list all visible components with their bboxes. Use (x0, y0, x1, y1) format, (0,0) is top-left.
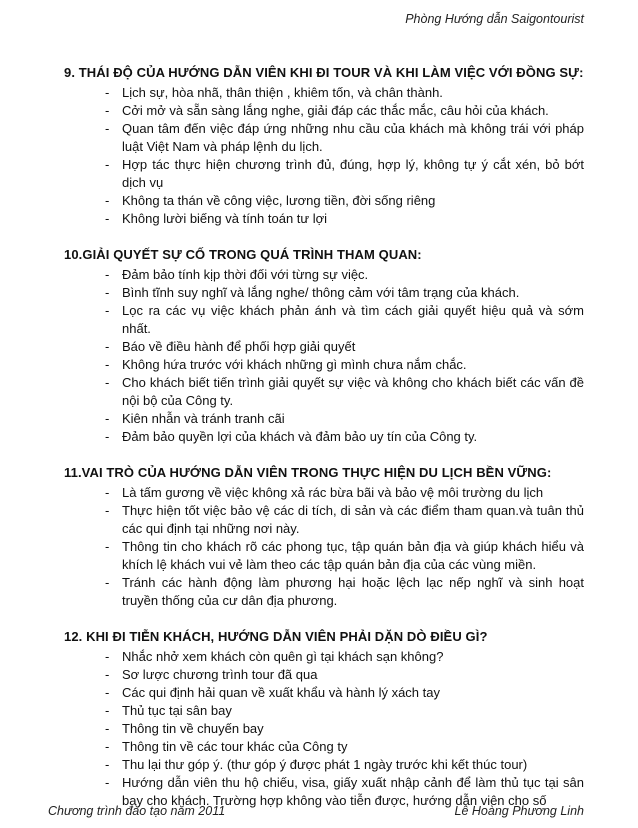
list-item: - Đảm bảo quyền lợi của khách và đảm bảo uy tín của Công ty. (64, 428, 584, 446)
footer-program: Chương trình đào tạo năm 2011 (48, 804, 226, 818)
list-item: - Thông tin cho khách rõ các phong tục, tập quán bản địa và giúp khách hiểu và khích lệ khách vui vẻ làm theo các tập quán bản địa của các vùng miền. (64, 538, 584, 574)
list-item: - Cởi mở và sẵn sàng lắng nghe, giải đáp các thắc mắc, câu hỏi của khách. (64, 102, 584, 120)
list-item: - Quan tâm đến việc đáp ứng những nhu cầu của khách mà không trái với pháp luật Việt Nam và pháp lệnh du lịch. (64, 120, 584, 156)
section-title: 12. KHI ĐI TIỄN KHÁCH, HƯỚNG DẪN VIÊN PHẢI DẶN DÒ ĐIỀU GÌ? (64, 629, 488, 644)
section-title: 11.VAI TRÒ CỦA HƯỚNG DẪN VIÊN TRONG THỰC HIỆN DU LỊCH BỀN VỮNG: (64, 465, 552, 480)
list-item: - Đảm bảo tính kịp thời đối với từng sự việc. (64, 266, 584, 284)
list-item: - Kiên nhẫn và tránh tranh cãi (64, 410, 584, 428)
section-11 (64, 464, 584, 610)
section-title: 9. THÁI ĐỘ CỦA HƯỚNG DẪN VIÊN KHI ĐI TOUR VÀ KHI LÀM VIỆC VỚI ĐỒNG SỰ: (64, 65, 584, 80)
list-item: - Lịch sự, hòa nhã, thân thiện , khiêm tốn, và chân thành. (64, 84, 584, 102)
list-item: - Nhắc nhở xem khách còn quên gì tại khách sạn không? (64, 648, 584, 666)
list-item: - Các qui định hải quan về xuất khẩu và hành lý xách tay (64, 684, 584, 702)
list-item: - Cho khách biết tiến trình giải quyết sự việc và không cho khách biết các vấn đề nội bộ của Công ty. (64, 374, 584, 410)
list-item: - Thông tin về chuyến bay (64, 720, 584, 738)
bullet-list (64, 84, 584, 228)
list-item: - Thủ tục tại sân bay (64, 702, 584, 720)
list-item: - Bình tĩnh suy nghĩ và lắng nghe/ thông cảm với tâm trạng của khách. (64, 284, 584, 302)
bullet-list (64, 484, 584, 610)
section-12 (64, 628, 584, 810)
list-item: - Sơ lược chương trình tour đã qua (64, 666, 584, 684)
list-item: - Thông tin về các tour khác của Công ty (64, 738, 584, 756)
bullet-list (64, 648, 584, 810)
list-item: - Là tấm gương về việc không xả rác bừa bãi và bảo vệ môi trường du lịch (64, 484, 584, 502)
list-item: - Không lười biếng và tính toán tư lợi (64, 210, 584, 228)
page-header: Phòng Hướng dẫn Saigontourist (405, 12, 584, 26)
footer-author: Lê Hoàng Phương Linh (454, 804, 584, 818)
list-item: - Thực hiện tốt việc bảo vệ các di tích, di sản và các điểm tham quan.và tuân thủ các qui định tại những nơi này. (64, 502, 584, 538)
list-item: - Báo về điều hành để phối hợp giải quyết (64, 338, 584, 356)
section-10 (64, 246, 584, 446)
list-item: - Hợp tác thực hiện chương trình đủ, đúng, hợp lý, không tự ý cắt xén, bỏ bớt dịch vụ (64, 156, 584, 192)
section-title: 10.GIẢI QUYẾT SỰ CỐ TRONG QUÁ TRÌNH THAM QUAN: (64, 247, 422, 262)
list-item: - Lọc ra các vụ việc khách phản ánh và tìm cách giải quyết hiệu quả và sớm nhất. (64, 302, 584, 338)
list-item: - Tránh các hành động làm phương hại hoặc lệch lạc nếp nghĩ và sinh hoạt truyền thống của cư dân địa phương. (64, 574, 584, 610)
list-item: - Thu lại thư góp ý. (thư góp ý được phát 1 ngày trước khi kết thúc tour) (64, 756, 584, 774)
list-item: - Hướng dẫn viên thu hộ chiếu, visa, giấy xuất nhập cảnh để làm thủ tục tại sân bay cho khách. Trường hợp không vào tiễn được, hướng dẫn viên cho số (64, 774, 584, 810)
section-9 (64, 64, 584, 228)
list-item: - Không ta thán về công việc, lương tiền, đời sống riêng (64, 192, 584, 210)
bullet-list (64, 266, 584, 446)
document-body (64, 64, 584, 828)
list-item: - Không hứa trước với khách những gì mình chưa nắm chắc. (64, 356, 584, 374)
